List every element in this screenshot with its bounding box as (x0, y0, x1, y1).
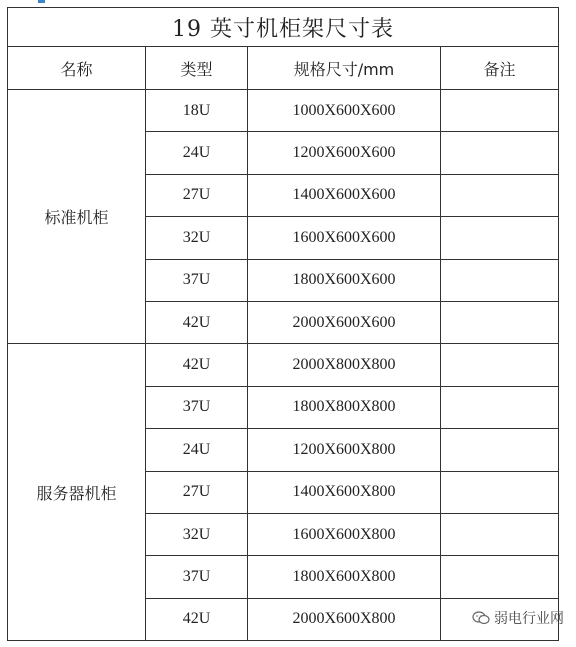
table-row (8, 344, 559, 386)
spec-cell: 1400X600X600 (248, 174, 441, 216)
wechat-icon (472, 611, 490, 625)
spec-cell: 2000X600X600 (248, 301, 441, 343)
spec-cell: 1000X600X600 (248, 90, 441, 132)
note-cell (441, 386, 559, 428)
accent-mark (38, 0, 45, 3)
type-cell: 37U (146, 259, 248, 301)
note-cell (441, 344, 559, 386)
type-cell: 42U (146, 598, 248, 640)
type-cell: 37U (146, 386, 248, 428)
note-cell (441, 301, 559, 343)
spec-cell: 1800X600X600 (248, 259, 441, 301)
note-cell (441, 90, 559, 132)
watermark (472, 608, 564, 628)
note-cell (441, 471, 559, 513)
spec-cell: 1600X600X600 (248, 217, 441, 259)
spec-cell: 2000X600X800 (248, 598, 441, 640)
spec-cell: 1800X800X800 (248, 386, 441, 428)
type-cell: 24U (146, 429, 248, 471)
type-cell: 32U (146, 217, 248, 259)
cabinet-size-table (7, 7, 559, 641)
header-note: 备注 (441, 47, 559, 90)
type-cell: 42U (146, 301, 248, 343)
header-type: 类型 (146, 47, 248, 90)
note-cell (441, 174, 559, 216)
note-cell (441, 556, 559, 598)
note-cell (441, 132, 559, 174)
type-cell: 32U (146, 513, 248, 555)
header-spec: 规格尺寸/mm (248, 47, 441, 90)
note-cell (441, 429, 559, 471)
type-cell: 27U (146, 174, 248, 216)
table-row (8, 90, 559, 132)
type-cell: 37U (146, 556, 248, 598)
spec-cell: 1200X600X800 (248, 429, 441, 471)
type-cell: 42U (146, 344, 248, 386)
watermark-text: 弱电行业网 (494, 611, 564, 627)
spec-cell: 1400X600X800 (248, 471, 441, 513)
note-cell (441, 259, 559, 301)
header-name: 名称 (8, 47, 146, 90)
type-cell: 27U (146, 471, 248, 513)
type-cell: 24U (146, 132, 248, 174)
group-name-cell: 服务器机柜 (8, 344, 146, 641)
type-cell: 18U (146, 90, 248, 132)
spec-cell: 1800X600X800 (248, 556, 441, 598)
spec-cell: 2000X800X800 (248, 344, 441, 386)
group-name-cell: 标准机柜 (8, 90, 146, 344)
table-title: 19 英寸机柜架尺寸表 (8, 8, 559, 47)
note-cell (441, 217, 559, 259)
note-cell (441, 513, 559, 555)
spec-cell: 1200X600X600 (248, 132, 441, 174)
spec-cell: 1600X600X800 (248, 513, 441, 555)
